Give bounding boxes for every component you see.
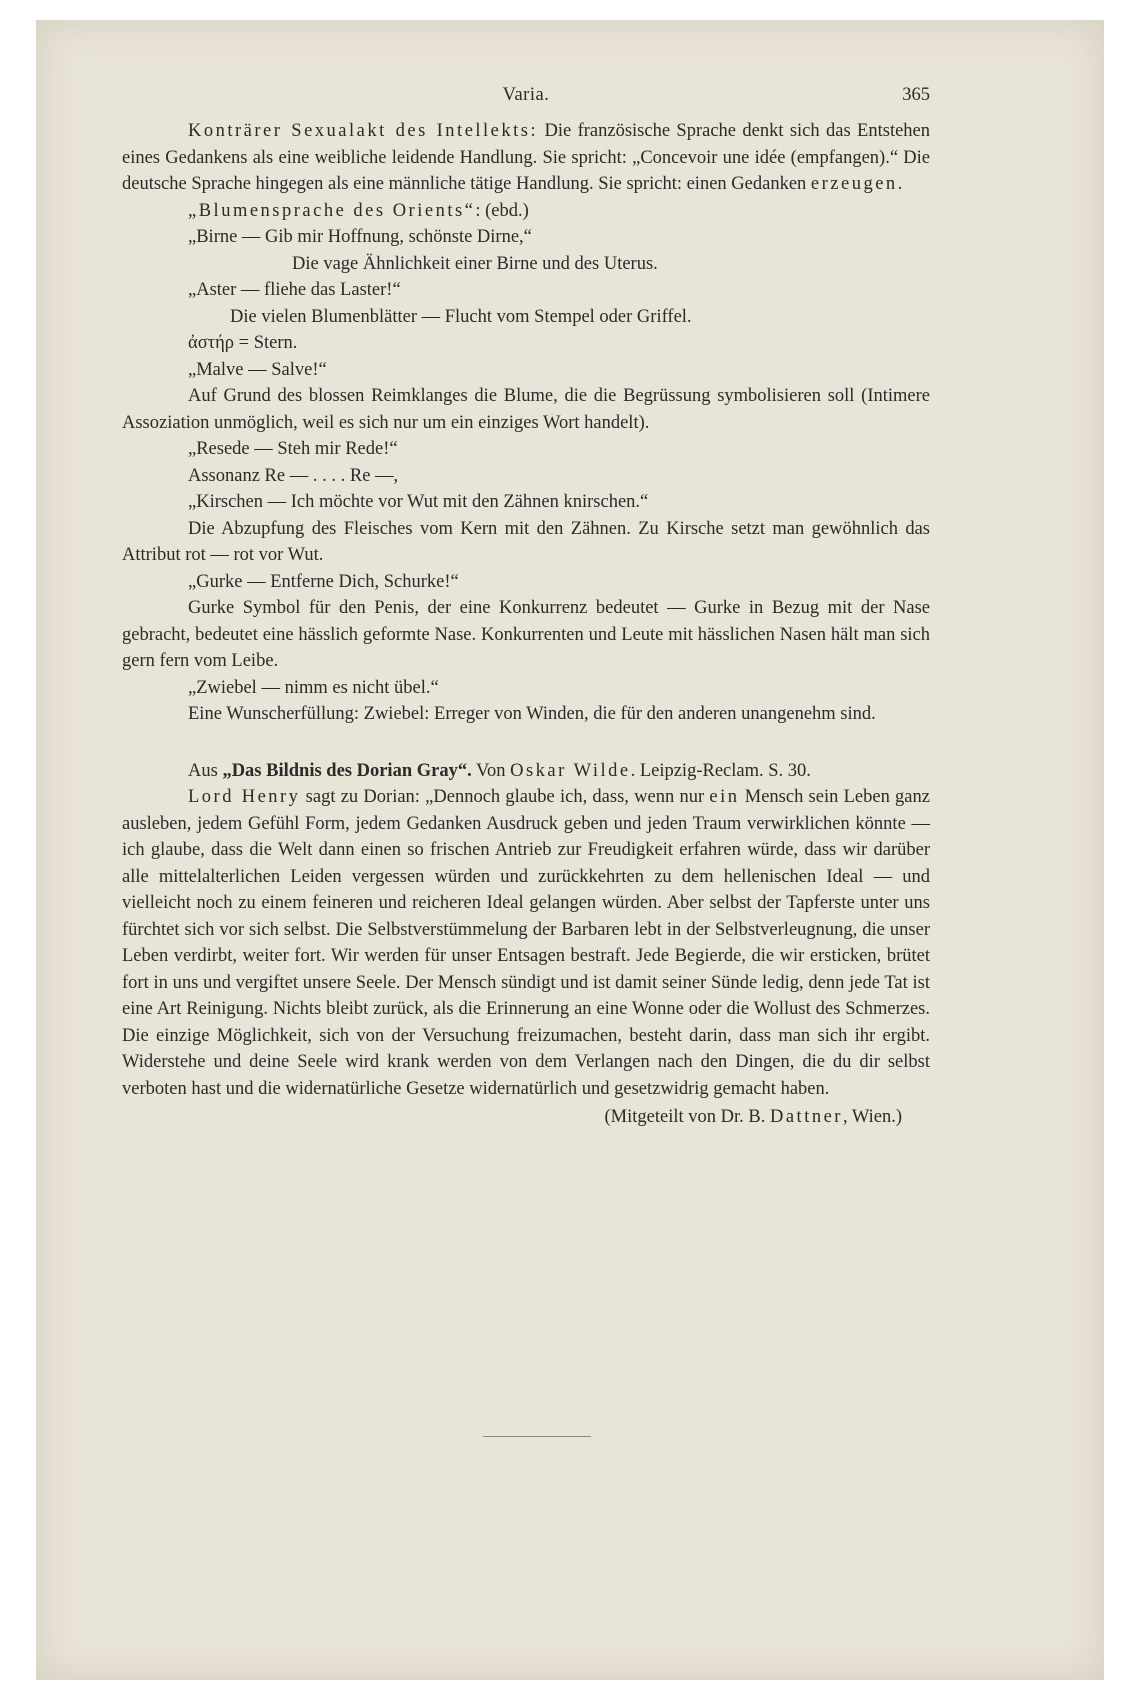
page-number: 365: [902, 85, 930, 105]
section-lead: Konträrer Sexualakt des Intellekts:: [188, 121, 539, 141]
dorian-gray-quote: Lord Henry sagt zu Dorian: „Dennoch glaube ich, dass, wenn nur ein Mensch sein Leben ganz ausleben, jedem Gefühl Form, jedem Gedanken Ausdruck geben und jeden Traum verwirklichen könnte — ich glaube, dass die Welt dann einen so frischen Antrieb zur Freudigkeit erfahren würde, dass wir darüber alle mittelalterlichen Leiden vergessen würden und zurückkehrten zu dem hellenischen Ideal — und vielleicht noch zu einem feineren und reicheren Ideal gelangen würden. Aber selbst der Tapferste unter uns fürchtet sich vor sich selbst. Die Selbstverstümmelung der Barbaren lebt in der Selbstverleugnung, die unser Leben verdirbt, weiter fort. Wir werden für unser Entsagen bestraft. Jede Begierde, die wir ersticken, brütet fort in uns und vergiftet unsere Seele. Der Mensch sündigt und ist damit seiner Sünde ledig, denn jede Tat ist eine Art Reinigung. Nichts bleibt zurück, als die Erinnerung an eine Wonne oder die Wollust des Schmerzes. Die einzige Möglichkeit, sich von der Versuchung freizumachen, besteht darin, dass man sich ihr ergibt. Widerstehe und deine Seele wird krank werden von dem Verlangen nach den Dingen, die du dir selbst verboten hast und die widernatürliche Gesetze widernatürlich und gesetzwidrig gemacht haben.: [122, 787, 930, 1099]
note-zwiebel: Eine Wunscherfüllung: Zwiebel: Erreger von Winden, die für den anderen unangenehm sind.: [188, 704, 876, 724]
dorian-gray-heading: Aus „Das Bildnis des Dorian Gray“. Von Oskar Wilde. Leipzig-Reclam. S. 30.: [188, 760, 811, 781]
verse-birne: „Birne — Gib mir Hoffnung, schönste Dirne,“: [188, 227, 532, 247]
note-resede: Assonanz Re — . . . . Re —,: [188, 465, 399, 486]
verse-zwiebel: „Zwiebel — nimm es nicht übel.“: [188, 677, 439, 698]
note-aster-greek: ἀστήρ = Stern.: [188, 333, 298, 353]
note-kirschen: Die Abzupfung des Fleisches vom Kern mit den Zähnen. Zu Kirsche setzt man gewöhnlich das Attribut rot — rot vor Wut.: [122, 518, 930, 565]
verse-kirschen: „Kirschen — Ich möchte vor Wut mit den Zähnen knirschen.“: [188, 492, 649, 512]
verse-malve: „Malve — Salve!“: [188, 359, 327, 380]
attribution: (Mitgeteilt von Dr. B. Dattner, Wien.): [604, 1107, 902, 1127]
note-aster: Die vielen Blumenblätter — Flucht vom Stempel oder Griffel.: [230, 306, 692, 327]
contributor-name: Dattner: [769, 1107, 843, 1127]
blumensprache-heading: „Blumensprache des Orients“: (ebd.): [188, 200, 529, 221]
verse-gurke: „Gurke — Entferne Dich, Schurke!“: [188, 571, 459, 592]
note-malve: Auf Grund des blossen Reimklanges die Blume, die die Begrüssung symbolisieren soll (Intimere Assoziation unmöglich, weil es sich nur um ein einziges Wort handelt).: [122, 386, 930, 433]
note-birne: Die vage Ähnlichkeit einer Birne und des Uterus.: [292, 253, 658, 274]
closing-rule: [483, 1436, 591, 1437]
section-gap: [122, 728, 930, 758]
header-title: Varia.: [502, 85, 550, 105]
verse-aster: „Aster — fliehe das Laster!“: [188, 280, 401, 300]
page-content: [122, 82, 930, 1131]
verse-resede: „Resede — Steh mir Rede!“: [188, 439, 398, 459]
note-gurke: Gurke Symbol für den Penis, der eine Konkurrenz bedeutet — Gurke in Bezug mit der Nase gebracht, bedeutet eine hässlich geformte Nase. Konkurrenten und Leute mit hässlichen Nasen hält man sich gern fern vom Leibe.: [122, 598, 930, 671]
author-name: Oskar Wilde: [510, 760, 631, 781]
book-title: „Das Bildnis des Dorian Gray“.: [222, 760, 472, 781]
paragraph-sexualakt: Konträrer Sexualakt des Intellekts: Die französische Sprache denkt sich das Entstehen eines Gedankens als eine weibliche leidende Handlung. Sie spricht: „Concevoir une idée (empfangen).“ Die deutsche Sprache hingegen als eine männliche tätige Handlung. Sie spricht: einen Gedanken erzeugen.: [122, 121, 931, 194]
running-header: [122, 82, 930, 118]
